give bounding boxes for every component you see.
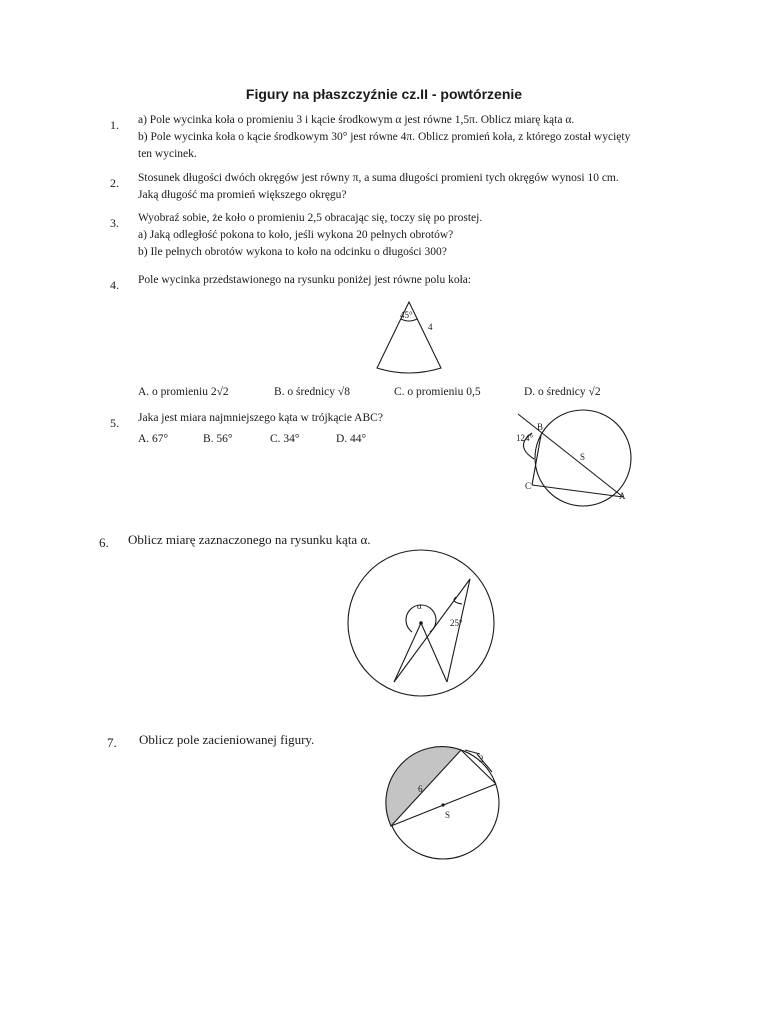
task-5-center-s: S: [580, 452, 586, 462]
task-4-angle-label: 45°: [400, 310, 413, 320]
task-2-number: 2.: [110, 176, 119, 190]
task-4-line-1: Pole wycinka przedstawionego na rysunku poniżej jest równe polu koła:: [138, 274, 472, 286]
task-7-number: 7.: [107, 735, 117, 750]
task-4-sector-figure: [370, 298, 450, 378]
task-5-point-a: A: [619, 491, 626, 501]
task-6-circle-figure: [348, 550, 494, 696]
task-4-option-b[interactable]: B. o średnicy √8: [274, 386, 350, 398]
task-3-line-a: a) Jaką odległość pokona to koło, jeśli wykona 20 pełnych obrotów?: [138, 229, 454, 241]
task-5-option-a[interactable]: A. 67°: [138, 433, 169, 445]
task-3-line-b: b) Ile pełnych obrotów wykona to koło na odcinku o długości 300?: [138, 246, 447, 258]
task-4-number: 4.: [110, 278, 119, 292]
task-5-number: 5.: [110, 416, 119, 430]
task-6-number: 6.: [99, 535, 109, 550]
task-3-line-1: Wyobraź sobie, że koło o promieniu 2,5 obracając się, toczy się po prostej.: [138, 212, 483, 224]
task-5-point-b: B: [537, 422, 544, 432]
task-5-option-c[interactable]: C. 34°: [270, 433, 300, 445]
task-7-small-label: 2: [479, 754, 484, 764]
task-5-circle-figure: [510, 410, 640, 515]
task-1-line-b: b) Pole wycinka koła o kącie środkowym 30° jest równe 4π. Oblicz promień koła, z którego został wycięty: [138, 131, 631, 143]
task-4-option-c[interactable]: C. o promieniu 0,5: [394, 386, 481, 398]
page-title: Figury na płaszczyźnie cz.II - powtórzenie: [245, 86, 523, 102]
task-1-line-c: ten wycinek.: [138, 148, 197, 160]
task-6-line-1: Oblicz miarę zaznaczonego na rysunku kąta α.: [128, 532, 371, 547]
task-6-angle-label: 25°: [450, 618, 463, 628]
task-5-angle-label: 124°: [516, 433, 534, 443]
task-5-option-d[interactable]: D. 44°: [336, 433, 367, 445]
task-1-line-a: a) Pole wycinka koła o promieniu 3 i kącie środkowym α jest równe 1,5π. Oblicz miarę kąta α.: [138, 114, 575, 126]
task-5-option-b[interactable]: B. 56°: [203, 433, 233, 445]
task-4-option-d[interactable]: D. o średnicy √2: [524, 386, 601, 398]
task-7-circle-figure: [385, 748, 505, 860]
task-7-chord-label: 6: [418, 784, 423, 794]
task-2-line-2: Jaką długość ma promień większego okręgu?: [138, 189, 347, 201]
task-5-point-c: C: [525, 481, 532, 491]
task-1-number: 1.: [110, 118, 119, 132]
task-4-option-a[interactable]: A. o promieniu 2√2: [138, 386, 229, 398]
task-6-alpha-label: α: [417, 601, 422, 611]
task-2-line-1: Stosunek długości dwóch okręgów jest równy π, a suma długości promieni tych okręgów wynosi 10 cm.: [138, 172, 619, 184]
task-4-radius-label: 4: [428, 322, 433, 332]
task-3-number: 3.: [110, 216, 119, 230]
task-7-line-1: Oblicz pole zacieniowanej figury.: [139, 732, 315, 747]
task-7-center-s: S: [445, 810, 451, 820]
task-5-line-1: Jaka jest miara najmniejszego kąta w trójkącie ABC?: [138, 412, 383, 424]
